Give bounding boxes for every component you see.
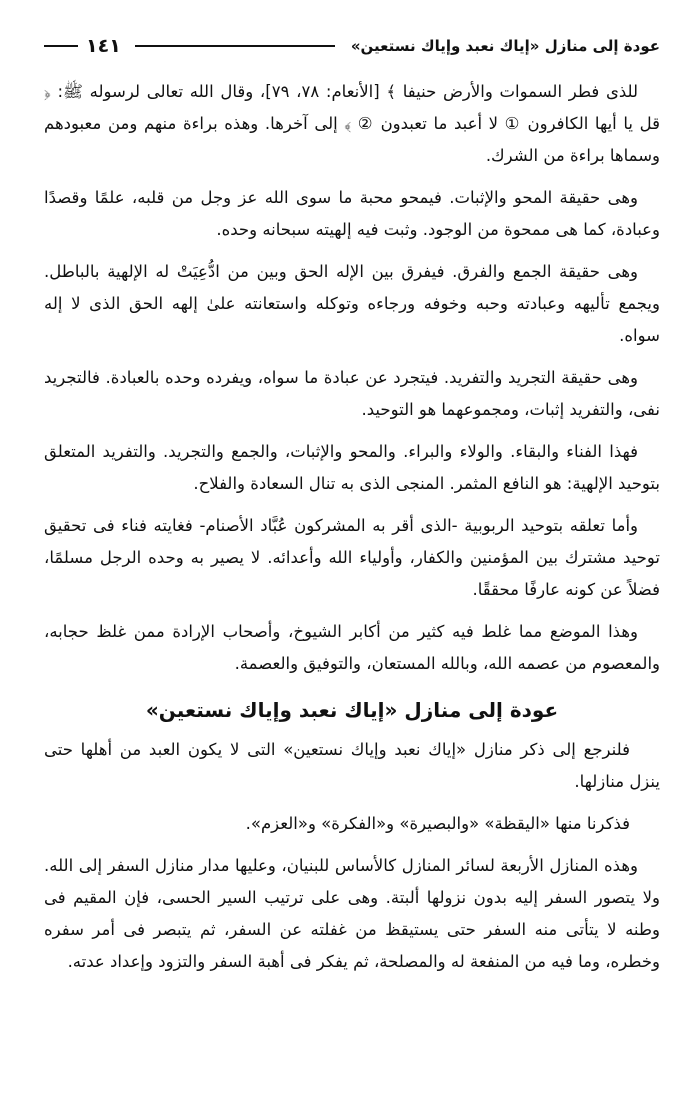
paragraph-3: وهى حقيقة الجمع والفرق. فيفرق بين الإله الحق وبين من ادُّعِيَتْ له الإلهية بالباطل. ويجمع تأليهه وعبادته وحبه وخوفه ورجاءه وتوكله واستعانته علىٰ إلهه الحق الذى لا إله سواه.: [44, 262, 660, 345]
page-body: [44, 76, 660, 978]
paragraph-4: وهى حقيقة التجريد والتفريد. فيتجرد عن عبادة ما سواه، ويفرده وحده بالعبادة. فالتجريد نفى، والتفريد إثبات، ومجموعهما هو التوحيد.: [44, 368, 660, 419]
paragraph-5: فهذا الفناء والبقاء. والولاء والبراء. والمحو والإثبات، والجمع والتجريد. والتفريد المتعلق بتوحيد الإلهية: هو النافع المثمر. المنجى الذى به تنال السعادة والفلاح.: [44, 442, 660, 493]
paragraph-6: وأما تعلقه بتوحيد الربوبية -الذى أقر به المشركون عُبَّاد الأصنام- فغايته فناء فى تحقيق توحيد مشترك بين المؤمنين والكفار، وأولياء الله وأعدائه. لا يصير به وحده الرجل مسلمًا، فضلاً عن كونه عارفًا محققًا.: [44, 516, 660, 599]
paragraph-7: وهذا الموضع مما غلط فيه كثير من أكابر الشيوخ، وأصحاب الإرادة ممن غلظ حجابه، والمعصوم من عصمه الله، وبالله المستعان، والتوفيق والعصمة.: [44, 622, 660, 673]
section-paragraph-2: فذكرنا منها «اليقظة» «والبصيرة» و«الفكرة» و«العزم».: [245, 814, 630, 833]
section-paragraph-1: فلنرجع إلى ذكر منازل «إياك نعبد وإياك نستعين» التى لا يكون العبد من أهلها حتى ينزل منازلها.: [44, 740, 660, 791]
header-rule: [135, 45, 335, 47]
header-rule-tail: [44, 45, 78, 47]
paragraph-2: وهى حقيقة المحو والإثبات. فيمحو محبة ما سوى الله عز وجل من قلبه، علمًا وقصدًا وعبادة، كما هى ممحوة من الوجود. وثبت فيه إلهيته سبحانه وحده.: [44, 188, 660, 239]
section-heading: عودة إلى منازل «إياك نعبد وإياك نستعين»: [145, 698, 559, 722]
page-number: ١٤١: [86, 35, 121, 57]
paragraph-1: للذى فطر السموات والأرض حنيفا ﴾ [الأنعام: ٧٨، ٧٩]، وقال الله تعالى لرسوله ﷺ: ﴿ قل يا أيها الكافرون ① لا أعبد ما تعبدون ② ﴾ إلى آخرها. وهذه براءة منهم ومن معبودهم وسماها براءة من الشرك.: [44, 82, 660, 165]
running-title: عودة إلى منازل «إياك نعبد وإياك نستعين»: [350, 37, 660, 55]
running-header: [44, 30, 660, 62]
section-paragraph-3: وهذه المنازل الأربعة لسائر المنازل كالأساس للبنيان، وعليها مدار منازل السفر إلى الله. ولا يتصور السفر إليه بدون نزولها ألبتة. وهى على ترتيب السير الحسى، فإن المقيم فى وطنه لا يتأتى منه السفر حتى يستيقظ من غفلته عن السفر، ثم يتبصر فى أمر سفره وخطره، وما فيه من المنفعة له والمصلحة، ثم يفكر فى أهبة السفر والتزود وإعداد عدته.: [44, 856, 660, 971]
